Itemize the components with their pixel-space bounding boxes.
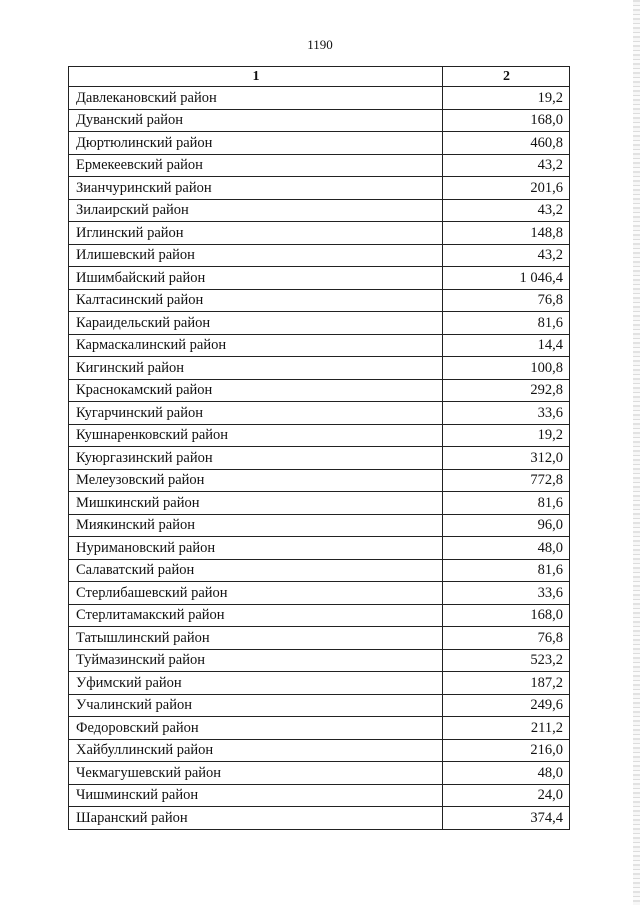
table-row bbox=[69, 492, 570, 515]
table-row bbox=[69, 537, 570, 560]
district-name-cell: Зианчуринский район bbox=[69, 177, 443, 200]
district-value-cell: 81,6 bbox=[443, 492, 570, 515]
table-row bbox=[69, 447, 570, 470]
district-name-cell: Татышлинский район bbox=[69, 627, 443, 650]
table-row bbox=[69, 154, 570, 177]
district-name-cell: Дуванский район bbox=[69, 109, 443, 132]
table-row bbox=[69, 807, 570, 830]
district-value-cell: 211,2 bbox=[443, 717, 570, 740]
district-value-cell: 772,8 bbox=[443, 469, 570, 492]
district-name-cell: Ишимбайский район bbox=[69, 267, 443, 290]
district-value-cell: 168,0 bbox=[443, 109, 570, 132]
district-name-cell: Хайбуллинский район bbox=[69, 739, 443, 762]
table-header-row bbox=[69, 67, 570, 87]
district-value-cell: 19,2 bbox=[443, 424, 570, 447]
table-row bbox=[69, 582, 570, 605]
district-name-cell: Кугарчинский район bbox=[69, 402, 443, 425]
district-name-cell: Кигинский район bbox=[69, 357, 443, 380]
table-row bbox=[69, 379, 570, 402]
district-name-cell: Учалинский район bbox=[69, 694, 443, 717]
district-value-cell: 1 046,4 bbox=[443, 267, 570, 290]
district-value-cell: 48,0 bbox=[443, 762, 570, 785]
district-name-cell: Давлекановский район bbox=[69, 87, 443, 110]
district-name-cell: Зилаирский район bbox=[69, 199, 443, 222]
table-row bbox=[69, 672, 570, 695]
column-header-1: 1 bbox=[69, 67, 443, 87]
district-value-cell: 76,8 bbox=[443, 289, 570, 312]
district-value-cell: 187,2 bbox=[443, 672, 570, 695]
district-name-cell: Туймазинский район bbox=[69, 649, 443, 672]
table-row bbox=[69, 424, 570, 447]
district-value-cell: 249,6 bbox=[443, 694, 570, 717]
district-name-cell: Илишевский район bbox=[69, 244, 443, 267]
table-row bbox=[69, 312, 570, 335]
district-value-cell: 374,4 bbox=[443, 807, 570, 830]
district-name-cell: Стерлибашевский район bbox=[69, 582, 443, 605]
district-name-cell: Шаранский район bbox=[69, 807, 443, 830]
district-name-cell: Краснокамский район bbox=[69, 379, 443, 402]
district-name-cell: Федоровский район bbox=[69, 717, 443, 740]
district-name-cell: Миякинский район bbox=[69, 514, 443, 537]
table-row bbox=[69, 267, 570, 290]
district-value-cell: 100,8 bbox=[443, 357, 570, 380]
district-name-cell: Салаватский район bbox=[69, 559, 443, 582]
district-value-cell: 33,6 bbox=[443, 582, 570, 605]
district-name-cell: Мелеузовский район bbox=[69, 469, 443, 492]
district-table bbox=[68, 66, 570, 830]
district-value-cell: 523,2 bbox=[443, 649, 570, 672]
district-value-cell: 76,8 bbox=[443, 627, 570, 650]
district-name-cell: Ермекеевский район bbox=[69, 154, 443, 177]
table-row bbox=[69, 244, 570, 267]
district-value-cell: 201,6 bbox=[443, 177, 570, 200]
table-row bbox=[69, 402, 570, 425]
district-value-cell: 216,0 bbox=[443, 739, 570, 762]
page-number: 1190 bbox=[307, 37, 333, 52]
district-value-cell: 81,6 bbox=[443, 559, 570, 582]
district-name-cell: Чекмагушевский район bbox=[69, 762, 443, 785]
district-name-cell: Уфимский район bbox=[69, 672, 443, 695]
table-row bbox=[69, 199, 570, 222]
district-value-cell: 96,0 bbox=[443, 514, 570, 537]
district-name-cell: Мишкинский район bbox=[69, 492, 443, 515]
table-row bbox=[69, 222, 570, 245]
table-row bbox=[69, 87, 570, 110]
district-value-cell: 48,0 bbox=[443, 537, 570, 560]
district-value-cell: 19,2 bbox=[443, 87, 570, 110]
table-row bbox=[69, 627, 570, 650]
district-value-cell: 148,8 bbox=[443, 222, 570, 245]
district-value-cell: 14,4 bbox=[443, 334, 570, 357]
table-row bbox=[69, 514, 570, 537]
district-value-cell: 43,2 bbox=[443, 199, 570, 222]
table-row bbox=[69, 739, 570, 762]
district-value-cell: 43,2 bbox=[443, 244, 570, 267]
district-name-cell: Стерлитамакский район bbox=[69, 604, 443, 627]
table-row bbox=[69, 469, 570, 492]
district-name-cell: Куюргазинский район bbox=[69, 447, 443, 470]
table-row bbox=[69, 177, 570, 200]
table-row bbox=[69, 604, 570, 627]
district-value-cell: 43,2 bbox=[443, 154, 570, 177]
table-row bbox=[69, 649, 570, 672]
district-name-cell: Нуримановский район bbox=[69, 537, 443, 560]
table-row bbox=[69, 784, 570, 807]
district-value-cell: 24,0 bbox=[443, 784, 570, 807]
district-value-cell: 460,8 bbox=[443, 132, 570, 155]
table-row bbox=[69, 694, 570, 717]
table-body bbox=[69, 87, 570, 830]
district-value-cell: 168,0 bbox=[443, 604, 570, 627]
district-name-cell: Караидельский район bbox=[69, 312, 443, 335]
table-row bbox=[69, 109, 570, 132]
district-name-cell: Кармаскалинский район bbox=[69, 334, 443, 357]
district-name-cell: Кушнаренковский район bbox=[69, 424, 443, 447]
district-name-cell: Калтасинский район bbox=[69, 289, 443, 312]
district-value-cell: 312,0 bbox=[443, 447, 570, 470]
district-value-cell: 33,6 bbox=[443, 402, 570, 425]
table-row bbox=[69, 717, 570, 740]
table-row bbox=[69, 334, 570, 357]
district-name-cell: Дюртюлинский район bbox=[69, 132, 443, 155]
table-row bbox=[69, 762, 570, 785]
table-row bbox=[69, 289, 570, 312]
district-value-cell: 292,8 bbox=[443, 379, 570, 402]
column-header-2: 2 bbox=[443, 67, 570, 87]
table-row bbox=[69, 132, 570, 155]
district-name-cell: Иглинский район bbox=[69, 222, 443, 245]
district-value-cell: 81,6 bbox=[443, 312, 570, 335]
table-row bbox=[69, 357, 570, 380]
district-name-cell: Чишминский район bbox=[69, 784, 443, 807]
scan-edge bbox=[633, 0, 640, 905]
table-row bbox=[69, 559, 570, 582]
